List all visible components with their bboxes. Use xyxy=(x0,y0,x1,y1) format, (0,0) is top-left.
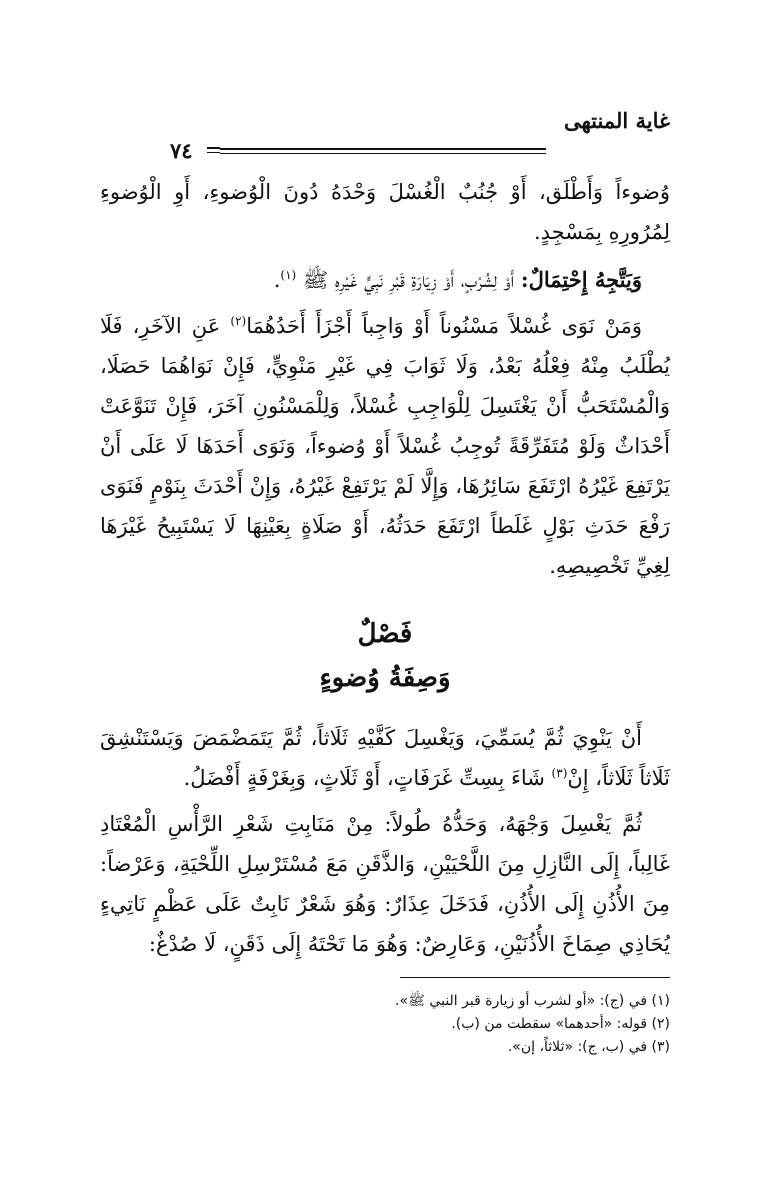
paragraph-2-lead: وَيَتَّجِهُ إِحْتِمَالٌ: xyxy=(520,267,642,292)
main-text xyxy=(100,172,670,592)
paragraph-4-part-a: أَنْ يَنْوِيَ ثُمَّ يُسَمِّيَ، وَيَغْسِلَ كَفَّيْهِ ثَلَاثاً، ثُمَّ يَتَمَضْمَضَ وَيَسْتَنْشِقَ ثَلَاثاً ثَلَاثاً، إِنْ xyxy=(100,726,670,790)
footnotes xyxy=(100,990,670,1059)
section-heading: فَصْلٌ xyxy=(357,619,413,649)
section-text xyxy=(100,718,670,970)
running-title: غاية المنتهى xyxy=(563,108,670,133)
footnote-1: (١) في (ج): «أو لشرب أو زيارة قبر النبي ﷺ». xyxy=(395,993,670,1009)
page-number-group xyxy=(100,136,220,164)
paragraph-3-part-a: وَمَنْ نَوَى غُسْلاً مَسْنُوناً أَوْ وَاجِباً أَجْزَأَ أَحَدُهُمَا xyxy=(246,314,642,338)
paragraph-2 xyxy=(100,260,670,300)
page-number-rule xyxy=(207,147,220,153)
page-number: ٧٤ xyxy=(170,137,193,163)
header-rule xyxy=(220,148,546,154)
page-header xyxy=(100,108,670,163)
footnote-ref-2: (٢) xyxy=(230,314,247,328)
section-fasl xyxy=(100,612,670,700)
paragraph-1: وُضوءاً وَأَطْلَق، أَوْ جُنُبٌ الْغُسْلَ وَحْدَهُ دُونَ الْوُضوءِ، أَوِ الْوُضوءِ لِمُرُورِهِ بِمَسْجِدٍ. xyxy=(100,180,670,244)
paragraph-3 xyxy=(100,306,670,586)
paragraph-3-part-b: عَنِ الآخَرِ، فَلَا يُطْلَبُ مِنْهُ فِعْلُهُ بَعْدُ، وَلَا ثَوَابَ فِي غَيْرِ مَنْوِيٍّ، فَإِنْ نَوَاهُمَا حَصَلَا، وَالْمُسْتَحَبُّ أَنْ يَغْتَسِلَ لِلْوَاجِبِ غُسْلاً، وَلِلْمَسْنُونِ آخَرَ، فَإِنْ تَنَوَّعَتْ أَحْدَاثٌ وَلَوْ مُتَفَرِّقَةً تُوجِبُ غُسْلاً أَوْ وُضوءاً، وَنَوَى أَحَدَهَا لَا عَلَى أَنْ يَرْتَفِعَ غَيْرُهُ ارْتَفَعَ سَائِرُهَا، وَإِلَّا لَمْ يَرْتَفِعْ غَيْرُهُ، وَإِنْ أَحْدَثَ بِنَوْمٍ فَنَوَى رَفْعَ حَدَثِ بَوْلٍ غَلَطاً ارْتَفَعَ حَدَثُهُ، أَوْ صَلَاةٍ بِعَيْنِهَا لَا يَسْتَبِيحُ غَيْرَهَا لِغِيِّ تَخْصِيصِهِ. xyxy=(100,314,670,578)
paragraph-4-part-b: شَاءَ بِسِتِّ غَرَفَاتٍ، أَوْ ثَلَاثٍ، وَبِغَرْفَةٍ أَفْضَلُ. xyxy=(183,766,545,790)
paragraph-4 xyxy=(100,718,670,798)
footnote-3: (٣) في (ب، ج): «ثلاثاً، إن». xyxy=(507,1039,670,1055)
footnote-ref-1: (١) xyxy=(280,268,297,282)
footnote-separator xyxy=(400,977,670,978)
paragraph-2-text: أَوْ لِشُرْبٍ، أَوْ زِيَارَةِ قَبْرِ نَبِيٍّ غَيْرِهِ ﷺ xyxy=(302,268,515,292)
footnote-ref-3: (٣) xyxy=(551,766,568,780)
paragraph-5: ثُمَّ يَغْسِلَ وَجْهَهُ، وَحَدُّهُ طُولاً: مِنْ مَنَابِتِ شَعْرِ الرَّأْسِ الْمُعْتَادِ غَالِباً، إِلَى النَّازِلِ مِنَ اللَّحْيَيْنِ، وَالذَّقَنِ مَعَ مُسْتَرْسِلِ اللِّحْيَةِ، وَعَرْضاً: مِنَ الأُذُنِ إِلَى الأُذُنِ، فَدَخَلَ عِذَارٌ: وَهُوَ شَعْرٌ نَابِتٌ عَلَى عَظْمٍ نَاتِيءٍ يُحَاذِي صِمَاخَ الأُذُنَيْنِ، وَعَارِضٌ: وَهُوَ مَا تَحْتَهُ إِلَى ذَقَنٍ، لَا صُدْغٌ: xyxy=(100,812,670,956)
section-subheading: وَصِفَةُ وُضوءٍ xyxy=(319,663,451,693)
paragraph-2-end: . xyxy=(273,268,281,292)
footnote-2: (٢) قوله: «أحدهما» سقطت من (ب). xyxy=(451,1016,670,1032)
